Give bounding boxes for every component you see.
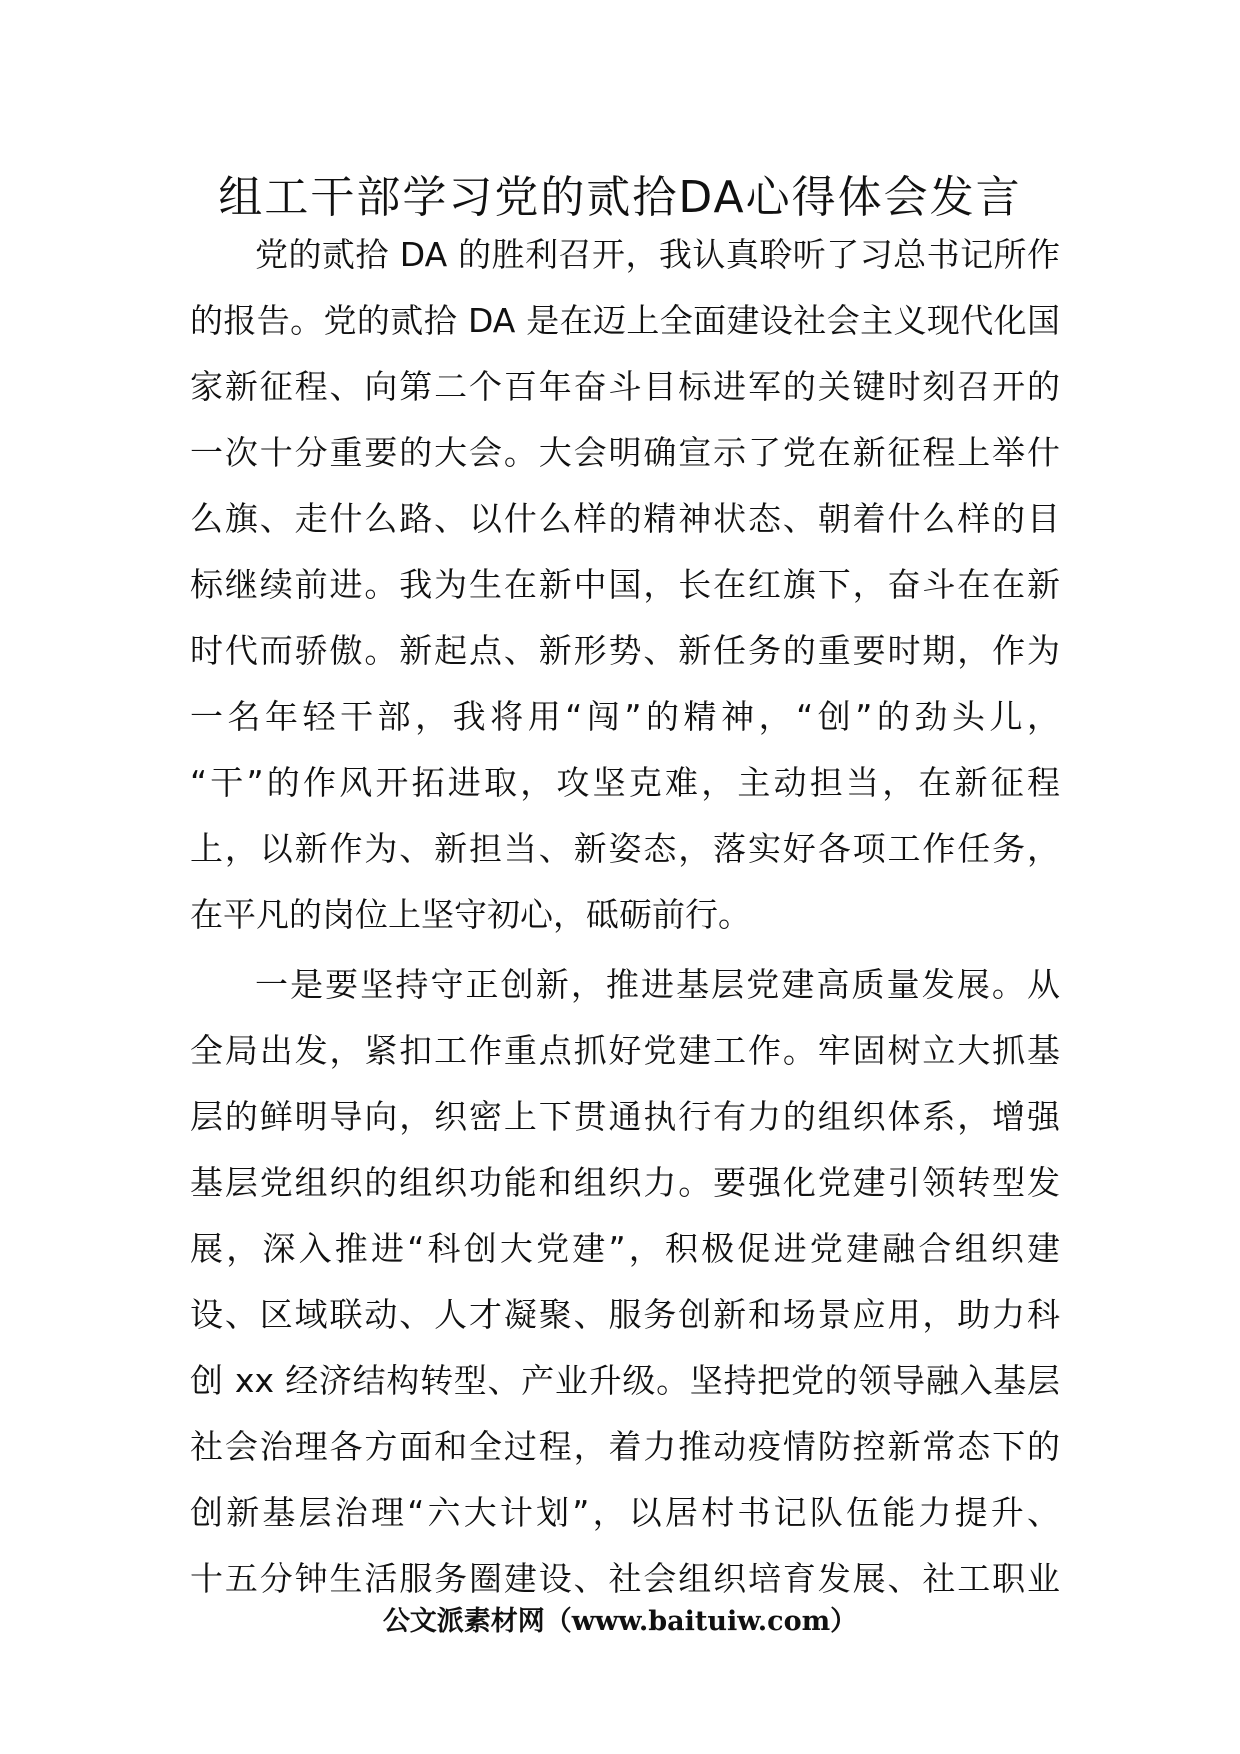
paragraph-2-line-5: 展，深入推进“科创大党建”，积极促进党建融合组织建 [190,1229,1060,1268]
paragraph-1-line-11: 在平凡的岗位上坚守初心，砥砺前行。 [190,895,751,934]
paragraph-2-line-10: 十五分钟生活服务圈建设、社会组织培育发展、社工职业 [190,1559,1060,1598]
paragraph-2-line-1: 一是要坚持守正创新，推进基层党建高质量发展。从 [255,965,1060,1004]
paragraph-1-line-3: 家新征程、向第二个百年奋斗目标进军的关键时刻召开的 [190,367,1060,406]
paragraph-1-line-6: 标继续前进。我为生在新中国，长在红旗下，奋斗在在新 [190,565,1060,604]
paragraph-1-line-7: 时代而骄傲。新起点、新形势、新任务的重要时期，作为 [190,631,1060,670]
paragraph-2-line-8: 社会治理各方面和全过程，着力推动疫情防控新常态下的 [190,1427,1060,1466]
paragraph-2-line-6: 设、区域联动、人才凝聚、服务创新和场景应用，助力科 [190,1295,1060,1334]
paragraph-1-line-2: 的报告。党的贰拾 DA 是在迈上全面建设社会主义现代化国 [190,301,1060,340]
paragraph-1-line-9: “干”的作风开拓进取，攻坚克难，主动担当，在新征程 [190,763,1060,802]
paragraph-1-line-1: 党的贰拾 DA 的胜利召开，我认真聆听了习总书记所作 [255,235,1060,274]
paragraph-2-line-7: 创 xx 经济结构转型、产业升级。坚持把党的领导融入基层 [190,1361,1060,1400]
paragraph-2-line-4: 基层党组织的组织功能和组织力。要强化党建引领转型发 [190,1163,1060,1202]
paragraph-2-line-2: 全局出发，紧扣工作重点抓好党建工作。牢固树立大抓基 [190,1031,1060,1070]
paragraph-2-line-3: 层的鲜明导向，织密上下贯通执行有力的组织体系，增强 [190,1097,1060,1136]
paragraph-1-line-8: 一名年轻干部，我将用“闯”的精神，“创”的劲头儿， [190,697,1060,736]
paragraph-1-line-5: 么旗、走什么路、以什么样的精神状态、朝着什么样的目 [190,499,1060,538]
document-title: 组工干部学习党的贰拾DA心得体会发言 [218,172,1022,223]
footer-watermark: 公文派素材网（www.baituiw.com） [382,1606,858,1637]
paragraph-1-line-10: 上，以新作为、新担当、新姿态，落实好各项工作任务， [190,829,1060,868]
paragraph-1-line-4: 一次十分重要的大会。大会明确宣示了党在新征程上举什 [190,433,1060,472]
paragraph-2-line-9: 创新基层治理“六大计划”，以居村书记队伍能力提升、 [190,1493,1060,1532]
